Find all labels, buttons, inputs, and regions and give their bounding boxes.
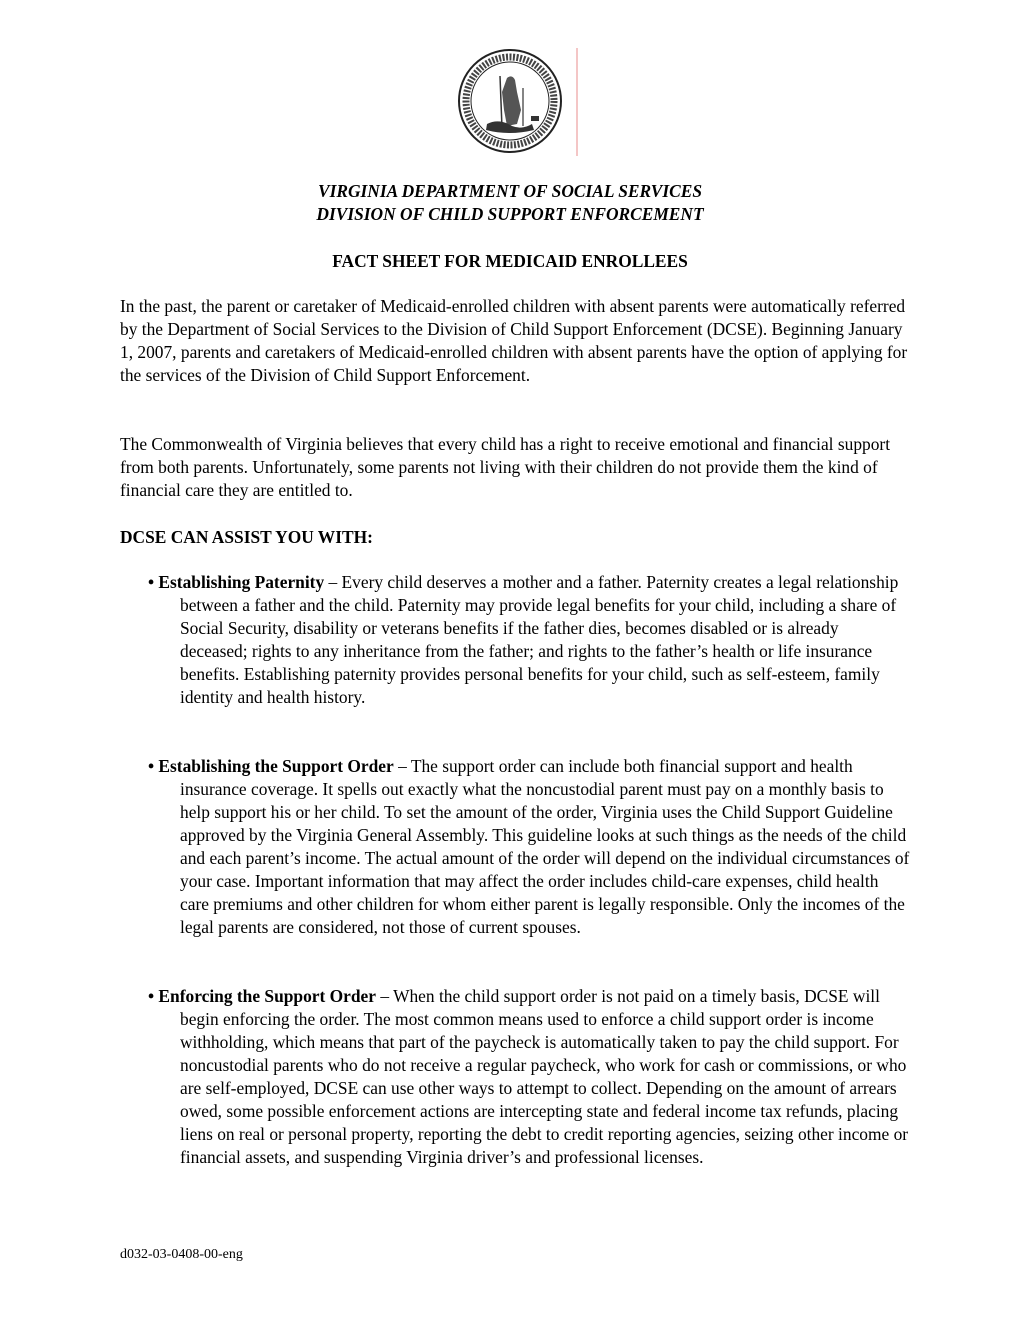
bullet-term: • Establishing the Support Order xyxy=(148,756,394,776)
bullet-item xyxy=(148,985,910,1169)
commonwealth-paragraph: The Commonwealth of Virginia believes that every child has a right to receive emotional and financial support from both parents. Unfortunately, some parents not living with their children do not provide them the kind of financial care they are entitled to. xyxy=(120,434,891,500)
virginia-seal-logo xyxy=(457,48,563,154)
bullet-item xyxy=(148,755,910,939)
department-heading: VIRGINIA DEPARTMENT OF SOCIAL SERVICES xyxy=(317,181,703,201)
intro-paragraph: In the past, the parent or caretaker of Medicaid-enrolled children with absent parents were automatically referred by the Department of Social Services to the Division of Child Support Enforcement (DCSE). Beginning January 1, 2007, parents and caretakers of Medicaid-enrolled children with absent parents have the option of applying for the services of the Division of Child Support Enforcement. xyxy=(120,296,908,385)
header-divider xyxy=(576,48,578,156)
bullet-text: – When the child support order is not paid on a timely basis, DCSE will begin enforcing the order. The most common means used to enforce a child support order is income withholding, which means that part of the paycheck is automatically taken to pay the child support. For noncustodial parents who do not receive a regular paycheck, who work for cash or commissions, or who are self-employed, DCSE can use other ways to attempt to collect. Depending on the amount of arrears owed, some possible enforcement actions are intercepting state and federal income tax refunds, placing liens on real or personal property, reporting the debt to credit reporting agencies, seizing other income or financial assets, and suspending Virginia driver’s and professional licenses. xyxy=(180,986,909,1167)
bullet-term: • Enforcing the Support Order xyxy=(148,986,376,1006)
bullet-item xyxy=(148,571,910,709)
document-title: FACT SHEET FOR MEDICAID ENROLLEES xyxy=(332,251,688,271)
form-number: d032-03-0408-00-eng xyxy=(120,1247,243,1262)
division-heading: DIVISION OF CHILD SUPPORT ENFORCEMENT xyxy=(316,204,704,224)
bullet-term: • Establishing Paternity xyxy=(148,572,325,592)
section-heading: DCSE CAN ASSIST YOU WITH: xyxy=(120,527,373,547)
bullet-text: – The support order can include both financial support and health insurance coverage. It spells out exactly what the noncustodial parent must pay on a monthly basis to help support his or her child. To set the amount of the order, Virginia uses the Child Support Guideline approved by the Virginia General Assembly. This guideline looks at such things as the needs of the child and each parent’s income. The actual amount of the order will depend on the individual circumstances of your case. Important information that may affect the order includes child-care expenses, child health care premiums and other children for whom either parent is legally responsible. Only the incomes of the legal parents are considered, not those of current spouses. xyxy=(180,756,910,937)
bullet-text: – Every child deserves a mother and a father. Paternity creates a legal relationship between a father and the child. Paternity may provide legal benefits for your child, including a share of Social Security, disability or veterans benefits if the father dies, becomes disabled or is already deceased; rights to any inheritance from the father; and rights to the father’s health or life insurance benefits. Establishing paternity provides personal benefits for your child, such as self-esteem, family identity and health history. xyxy=(180,572,899,707)
